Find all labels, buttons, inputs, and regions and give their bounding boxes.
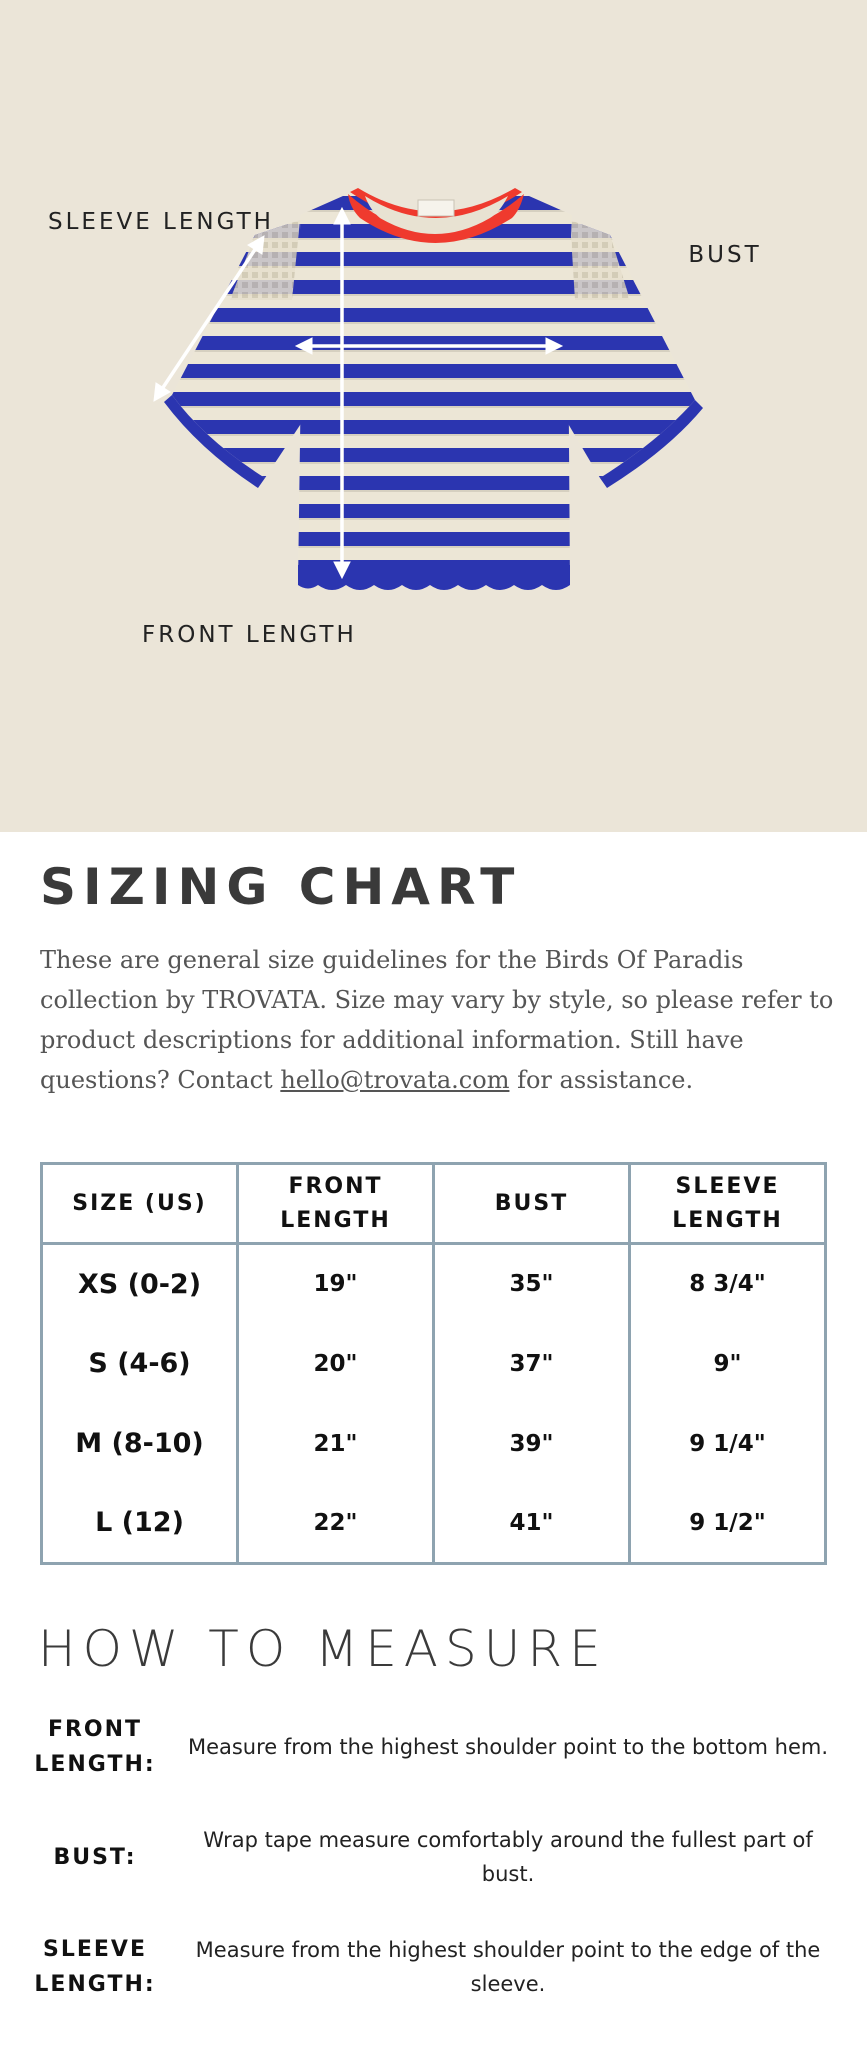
table-row (42, 1324, 826, 1404)
table-row (42, 1244, 826, 1324)
bust-label: BUST (688, 242, 762, 268)
sleeve-length-cell: 9 1/2" (630, 1484, 826, 1564)
measure-label: BUST: (53, 1844, 137, 1870)
header-sleeve-length: SLEEVE LENGTH (630, 1164, 826, 1244)
measure-label: FRONT LENGTH: (34, 1717, 156, 1777)
sleeve-length-cell: 8 3/4" (630, 1244, 826, 1324)
bust-cell: 41" (434, 1484, 630, 1564)
page-title: SIZING CHART (40, 858, 522, 916)
sleeve-length-label: SLEEVE LENGTH (48, 209, 274, 235)
measure-description: Measure from the highest shoulder point to the edge of the sleeve. (195, 1938, 821, 1996)
header-bust: BUST (434, 1164, 630, 1244)
front-length-cell: 22" (238, 1484, 434, 1564)
measure-item-front-length (30, 1712, 840, 1782)
header-size: SIZE (US) (42, 1164, 238, 1244)
contact-email-link[interactable]: hello@trovata.com (280, 1066, 510, 1094)
size-cell: XS (0-2) (77, 1268, 202, 1300)
sleeve-length-cell: 9" (630, 1324, 826, 1404)
bust-cell: 37" (434, 1324, 630, 1404)
front-length-cell: 20" (238, 1324, 434, 1404)
product-hero (0, 0, 867, 832)
measure-item-sleeve-length (30, 1932, 840, 2002)
measure-description: Measure from the highest shoulder point to the bottom hem. (187, 1735, 829, 1759)
bust-cell: 39" (434, 1404, 630, 1484)
measure-item-bust (30, 1822, 840, 1892)
measure-label: SLEEVE LENGTH: (34, 1937, 156, 1997)
size-cell: S (4-6) (88, 1348, 191, 1379)
intro-paragraph (40, 940, 840, 1100)
header-front-length: FRONT LENGTH (238, 1164, 434, 1244)
table-row (42, 1484, 826, 1564)
front-length-cell: 21" (238, 1404, 434, 1484)
table-header-row (42, 1164, 826, 1244)
size-table (40, 1162, 827, 1565)
how-to-measure-title: HOW TO MEASURE (38, 1620, 608, 1678)
intro-text-end: for assistance. (509, 1066, 694, 1094)
sleeve-length-cell: 9 1/4" (630, 1404, 826, 1484)
size-cell: L (12) (95, 1507, 184, 1539)
intro-text: These are general size guidelines for the Birds Of Paradis collection by TROVATA. Size may vary by style, so please refer to product descriptions for additional information. Still have questions? Contact (40, 946, 834, 1094)
front-length-cell: 19" (238, 1244, 434, 1324)
garment-body (298, 192, 572, 585)
front-length-label: FRONT LENGTH (142, 622, 357, 648)
measure-description: Wrap tape measure comfortably around the fullest part of bust. (203, 1828, 813, 1886)
table-row (42, 1404, 826, 1484)
striped-crochet-top-icon (0, 0, 867, 832)
size-cell: M (8-10) (75, 1428, 204, 1459)
bust-cell: 35" (434, 1244, 630, 1324)
